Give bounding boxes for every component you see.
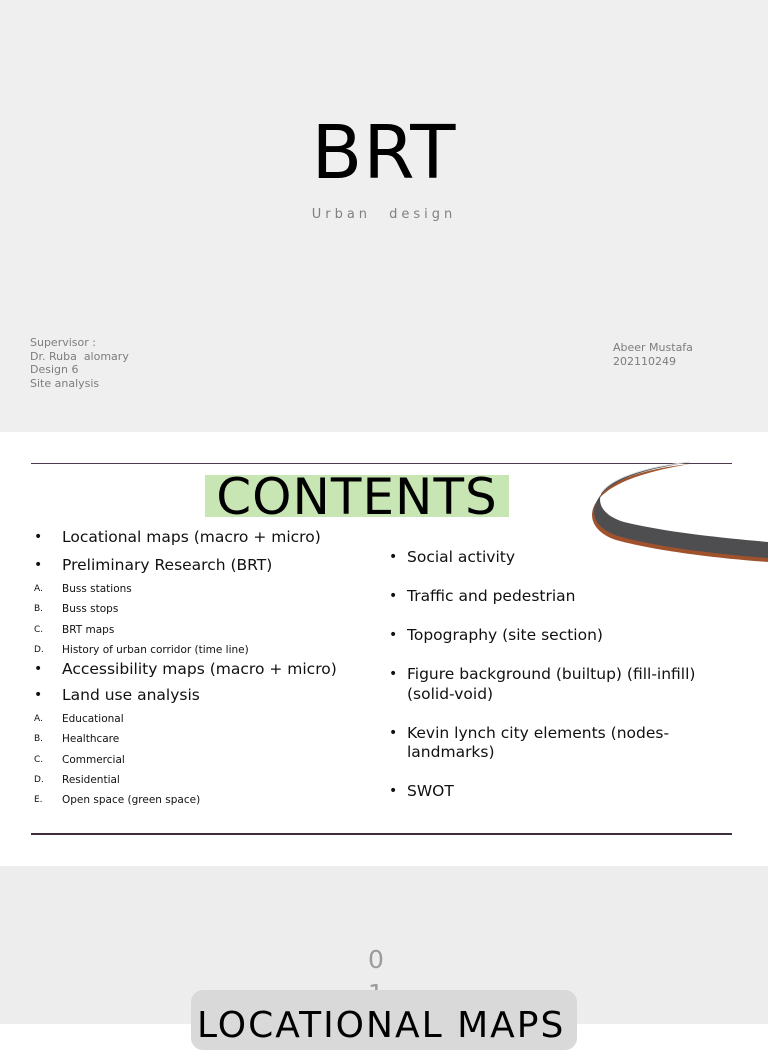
contents-left-list [31,528,361,811]
contents-subitem: B. Healthcare [34,733,120,746]
section-slide [0,866,768,1046]
contents-item: • Figure background (builtup) (fill-infill) (solid-void) [386,665,726,704]
supervisor-line: Site analysis [30,376,100,390]
contents-heading [205,468,509,526]
author-id: 202110249 [613,355,676,368]
contents-subitem: D. History of urban corridor (time line) [34,643,249,656]
contents-right-list [386,548,726,821]
cover-slide [0,0,768,432]
supervisor-line: Dr. Ruba alomary [30,349,129,363]
contents-item: • SWOT [386,782,726,802]
contents-item: • Social activity [386,548,726,568]
contents-subitem: D. Residential [34,774,120,787]
cover-title: BRT [311,110,457,196]
contents-subitem: C. Commercial [34,753,125,766]
supervisor-line: Design 6 [30,363,79,376]
contents-item: • Accessibility maps (macro + micro) [31,660,361,680]
contents-item: • Traffic and pedestrian [386,587,726,607]
bottom-divider [31,833,732,835]
contents-item: • Topography (site section) [386,626,726,646]
contents-item: • Locational maps (macro + micro) [31,528,361,548]
contents-slide [0,432,768,866]
section-title: LOCATIONAL MAPS [197,1005,566,1046]
supervisor-line: Supervisor : [30,336,96,349]
contents-item: • Preliminary Research (BRT) [31,556,361,576]
contents-subitem: A. Buss stations [34,583,132,595]
cover-subtitle: Urban design [311,207,457,222]
section-number-digit: 0 [368,945,384,974]
author-name: Abeer Mustafa [613,341,693,354]
contents-subitem: C. BRT maps [34,623,115,636]
supervisor-info [30,336,129,390]
contents-subitem: A. Educational [34,713,124,726]
contents-heading-text: CONTENTS [216,468,498,526]
contents-item: • Kevin lynch city elements (nodes-landmarks) [386,724,726,763]
contents-subitem: E. Open space (green space) [34,794,201,807]
author-info [613,341,693,369]
contents-subitem: B. Buss stops [34,603,119,616]
contents-item: • Land use analysis [31,686,361,706]
